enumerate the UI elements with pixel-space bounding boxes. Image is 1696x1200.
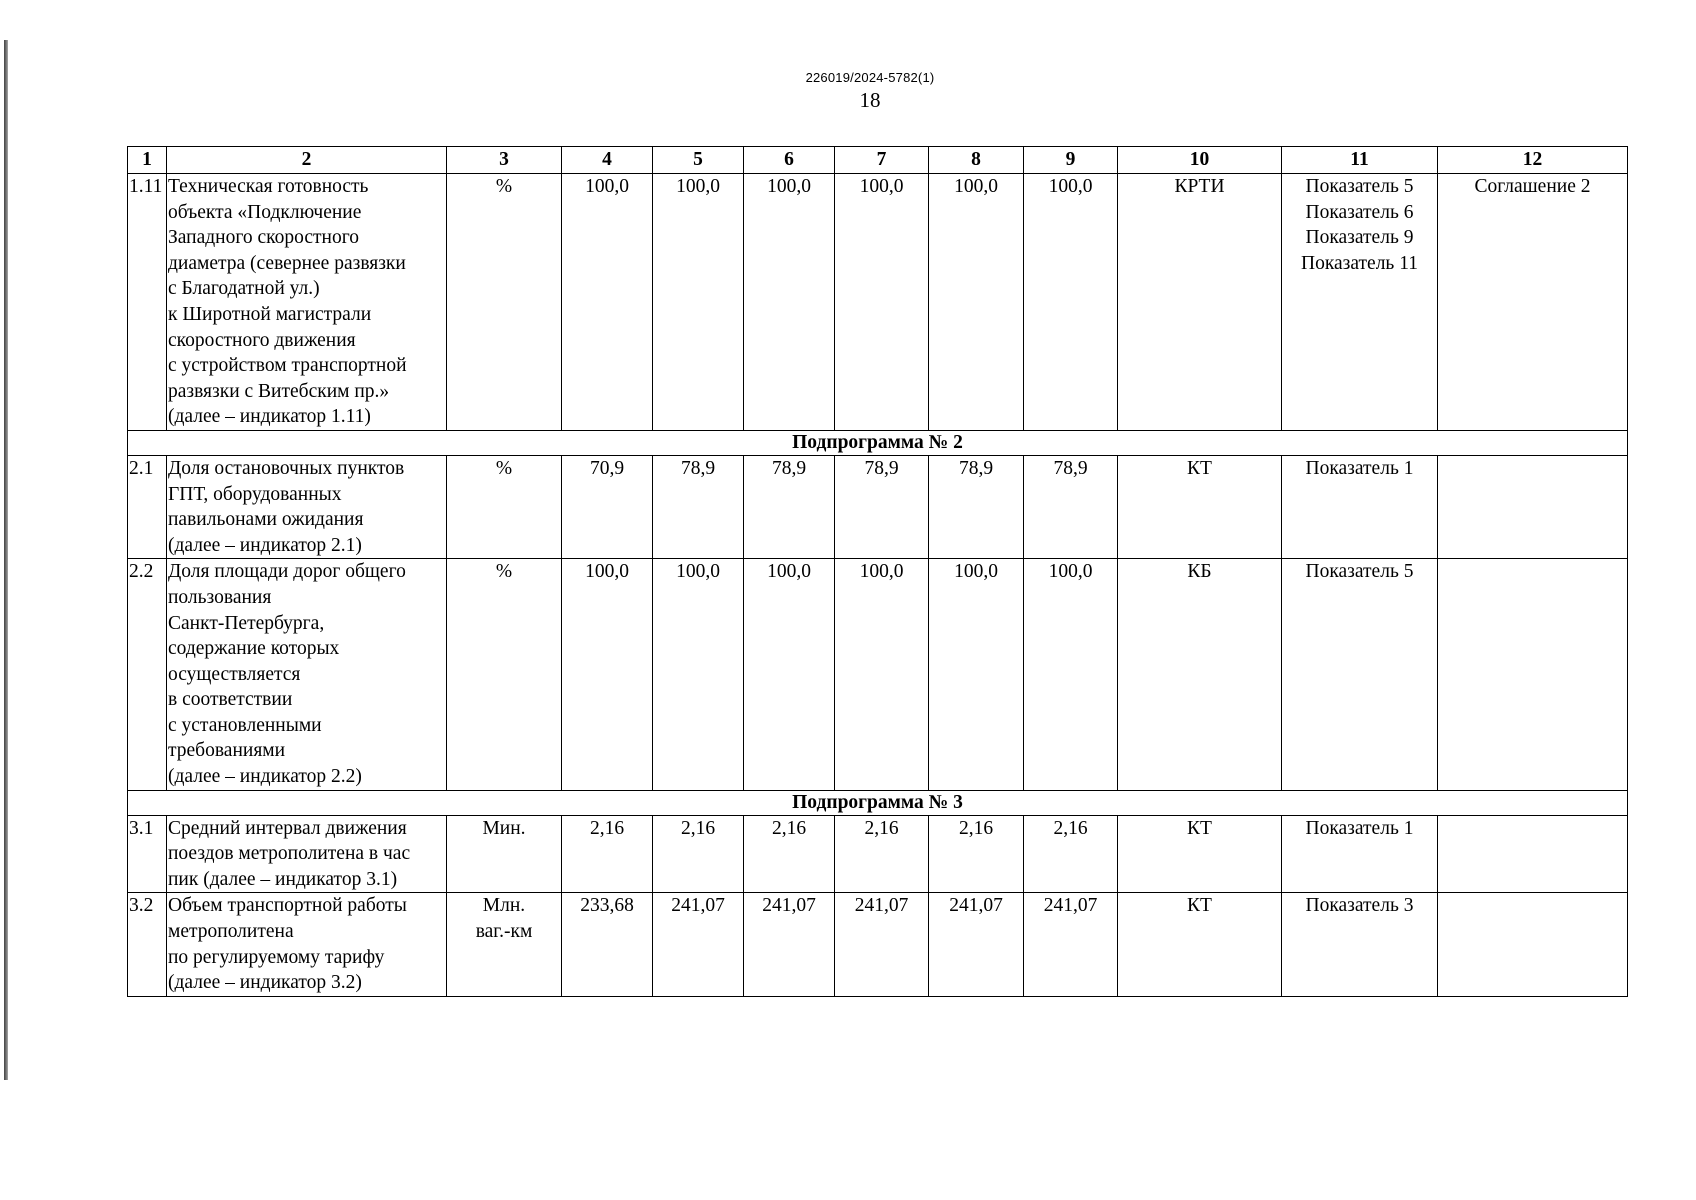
subprogram-row xyxy=(128,790,1628,815)
header-cell: 7 xyxy=(835,147,929,174)
subprogram-title: Подпрограмма № 3 xyxy=(128,790,1628,815)
value-col-7: 78,9 xyxy=(835,455,929,558)
value-col-9: 100,0 xyxy=(1024,559,1118,790)
value-col-8: 78,9 xyxy=(929,455,1024,558)
indicator-unit: % xyxy=(447,455,562,558)
indicator-name: Объем транспортной работы метрополитена по регулируемому тарифу (далее – индикатор 3.2) xyxy=(167,893,447,996)
agreement xyxy=(1438,455,1628,558)
indicator-row xyxy=(128,815,1628,893)
subprogram-row xyxy=(128,430,1628,455)
document-id: 226019/2024-5782(1) xyxy=(805,70,935,85)
responsible-code: КРТИ xyxy=(1118,174,1282,431)
indicator-unit: Мин. xyxy=(447,815,562,893)
linked-indicators: Показатель 1 xyxy=(1282,455,1438,558)
header-cell: 1 xyxy=(128,147,167,174)
agreement xyxy=(1438,559,1628,790)
header-cell: 4 xyxy=(562,147,653,174)
indicator-name: Техническая готовность объекта «Подключение Западного скоростного диаметра (севернее развязки с Благодатной ул.) к Широтной магистрали скоростного движения с устройством транспортной развязки с Витебским пр.» (далее – индикатор 1.11) xyxy=(167,174,447,431)
value-col-8: 241,07 xyxy=(929,893,1024,996)
value-col-4: 233,68 xyxy=(562,893,653,996)
indicator-unit: % xyxy=(447,174,562,431)
indicator-number: 2.2 xyxy=(128,559,167,790)
linked-indicators: Показатель 3 xyxy=(1282,893,1438,996)
responsible-code: КТ xyxy=(1118,455,1282,558)
responsible-code: КТ xyxy=(1118,815,1282,893)
scan-edge-artifact xyxy=(4,40,8,1080)
indicator-unit: Млн. ваг.-км xyxy=(447,893,562,996)
linked-indicators: Показатель 5 Показатель 6 Показатель 9 Показатель 11 xyxy=(1282,174,1438,431)
indicator-name: Доля площади дорог общего пользования Санкт-Петербурга, содержание которых осуществляется в соответствии с установленными требованиями (далее – индикатор 2.2) xyxy=(167,559,447,790)
table-body xyxy=(128,147,1628,997)
value-col-4: 2,16 xyxy=(562,815,653,893)
value-col-7: 2,16 xyxy=(835,815,929,893)
responsible-code: КБ xyxy=(1118,559,1282,790)
value-col-5: 78,9 xyxy=(653,455,744,558)
value-col-9: 241,07 xyxy=(1024,893,1118,996)
value-col-5: 2,16 xyxy=(653,815,744,893)
indicator-number: 3.1 xyxy=(128,815,167,893)
value-col-4: 70,9 xyxy=(562,455,653,558)
indicator-row xyxy=(128,174,1628,431)
indicator-row xyxy=(128,455,1628,558)
value-col-9: 2,16 xyxy=(1024,815,1118,893)
value-col-9: 78,9 xyxy=(1024,455,1118,558)
linked-indicators: Показатель 5 xyxy=(1282,559,1438,790)
indicator-number: 1.11 xyxy=(128,174,167,431)
header-cell: 6 xyxy=(744,147,835,174)
header-cell: 5 xyxy=(653,147,744,174)
value-col-7: 241,07 xyxy=(835,893,929,996)
header-cell: 12 xyxy=(1438,147,1628,174)
header-cell: 9 xyxy=(1024,147,1118,174)
indicator-number: 2.1 xyxy=(128,455,167,558)
value-col-9: 100,0 xyxy=(1024,174,1118,431)
value-col-8: 100,0 xyxy=(929,174,1024,431)
value-col-8: 100,0 xyxy=(929,559,1024,790)
value-col-5: 241,07 xyxy=(653,893,744,996)
header-cell: 2 xyxy=(167,147,447,174)
page-number: 18 xyxy=(859,88,881,112)
indicator-unit: % xyxy=(447,559,562,790)
responsible-code: КТ xyxy=(1118,893,1282,996)
indicator-number: 3.2 xyxy=(128,893,167,996)
value-col-8: 2,16 xyxy=(929,815,1024,893)
indicator-name: Средний интервал движения поездов метрополитена в час пик (далее – индикатор 3.1) xyxy=(167,815,447,893)
value-col-6: 100,0 xyxy=(744,174,835,431)
value-col-6: 2,16 xyxy=(744,815,835,893)
value-col-4: 100,0 xyxy=(562,174,653,431)
indicator-row xyxy=(128,559,1628,790)
indicators-table xyxy=(127,146,1628,997)
table-header-row xyxy=(128,147,1628,174)
indicator-name: Доля остановочных пунктов ГПТ, оборудованных павильонами ожидания (далее – индикатор 2.1) xyxy=(167,455,447,558)
agreement xyxy=(1438,815,1628,893)
value-col-7: 100,0 xyxy=(835,559,929,790)
value-col-4: 100,0 xyxy=(562,559,653,790)
header-cell: 11 xyxy=(1282,147,1438,174)
value-col-7: 100,0 xyxy=(835,174,929,431)
indicator-row xyxy=(128,893,1628,996)
value-col-6: 241,07 xyxy=(744,893,835,996)
header-cell: 8 xyxy=(929,147,1024,174)
value-col-6: 100,0 xyxy=(744,559,835,790)
value-col-5: 100,0 xyxy=(653,559,744,790)
subprogram-title: Подпрограмма № 2 xyxy=(128,430,1628,455)
value-col-6: 78,9 xyxy=(744,455,835,558)
header-cell: 10 xyxy=(1118,147,1282,174)
header-cell: 3 xyxy=(447,147,562,174)
value-col-5: 100,0 xyxy=(653,174,744,431)
agreement xyxy=(1438,893,1628,996)
agreement: Соглашение 2 xyxy=(1438,174,1628,431)
linked-indicators: Показатель 1 xyxy=(1282,815,1438,893)
